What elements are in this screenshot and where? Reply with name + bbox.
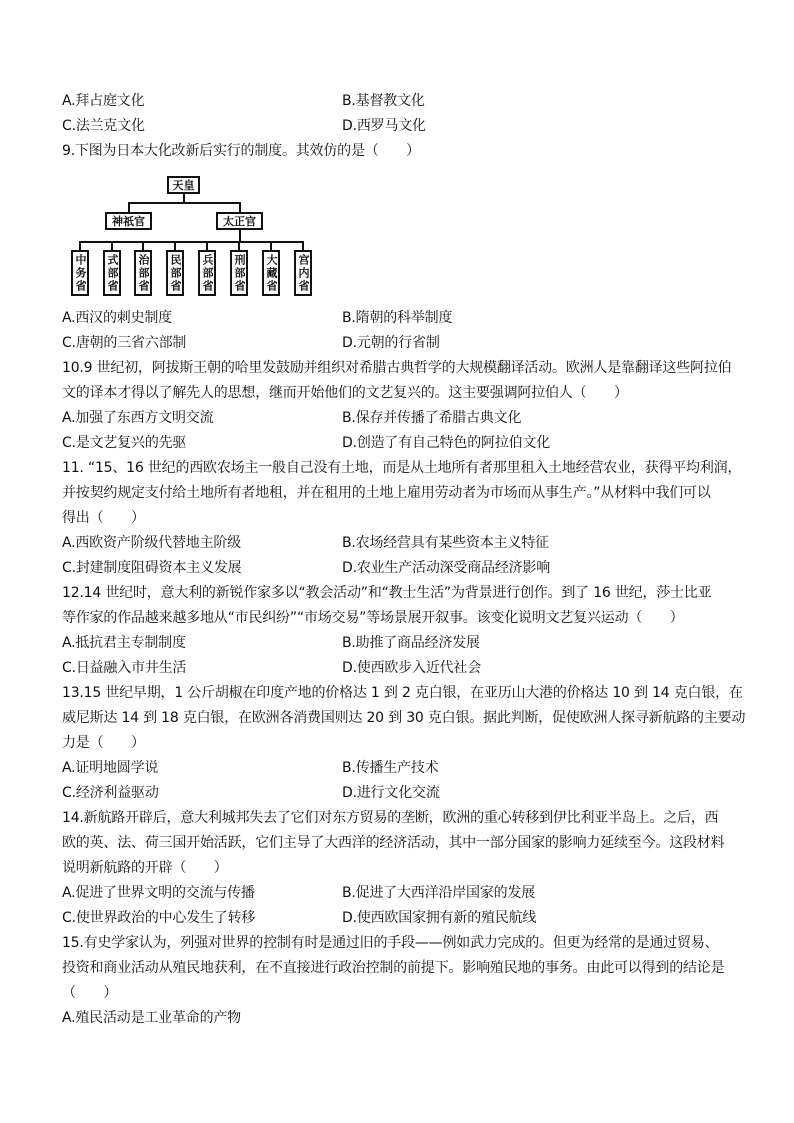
chart-node-jingi-kan: 神祇官	[105, 212, 152, 230]
q14-options-row-1	[62, 881, 738, 906]
q9-option-b: B.隋朝的科举制度	[342, 310, 453, 326]
q9-option-a: A.西汉的刺史制度	[62, 310, 172, 326]
q8-option-a: A.拜占庭文化	[62, 93, 145, 109]
q14-stem-line-2: 欧的英、法、荷三国开始活跃，它们主导了大西洋的经济活动，其中一部分国家的影响力延续至今。这段材料	[62, 835, 725, 851]
q9-stem: 9.下图为日本大化改新后实行的制度。其效仿的是（ ）	[62, 143, 420, 159]
chart-node-jibu: 治部省	[134, 250, 152, 296]
q10-option-b: B.保存并传播了希腊古典文化	[342, 410, 522, 426]
q8-option-c: C.法兰克文化	[62, 118, 145, 134]
q13-option-c: C.经济利益驱动	[62, 785, 159, 801]
q10-stem-line-2: 文的译本才得以了解先人的思想，继而开始他们的文艺复兴的。这主要强调阿拉伯人（ ）	[62, 385, 628, 401]
q15-stem-line-1: 15.有史学家认为，列强对世界的控制有时是通过旧的手段——例如武力完成的。但更为经常的是通过贸易、	[62, 935, 719, 951]
q14-option-d: D.使西欧国家拥有新的殖民航线	[342, 910, 537, 926]
chart-node-gyobu: 刑部省	[230, 250, 248, 296]
q15-stem-line-3: （ ）	[62, 985, 118, 1001]
org-chart-diagram	[62, 164, 322, 306]
connector-line	[128, 202, 241, 204]
q11-option-a: A.西欧资产阶级代替地主阶级	[62, 535, 241, 551]
q13-options-row-2	[62, 781, 738, 806]
q13-stem-line-2: 威尼斯达 14 到 18 克白银，在欧洲各消费国则达 20 到 30 克白银。据此判断，促使欧洲人探寻新航路的主要动	[62, 710, 746, 726]
q14-stem-line-1: 14.新航路开辟后，意大利城邦失去了它们对东方贸易的垄断，欧洲的重心转移到伊比利亚半岛上。之后，西	[62, 810, 719, 826]
q13-stem-line-3: 力是（ ）	[62, 735, 145, 751]
q14-option-a: A.促进了世界文明的交流与传播	[62, 885, 255, 901]
q10-stem-line-1: 10.9 世纪初，阿拔斯王朝的哈里发鼓励并组织对希腊古典哲学的大规模翻译活动。欧洲人是靠翻译这些阿拉伯	[62, 360, 732, 376]
q11-stem-line-3: 得出（ ）	[62, 510, 145, 526]
q12-option-c: C.日益融入市井生活	[62, 660, 187, 676]
q13-option-b: B.传播生产技术	[342, 760, 439, 776]
q13-stem-line-1: 13.15 世纪早期，1 公斤胡椒在印度产地的价格达 1 到 2 克白银，在亚历山大港的价格达 10 到 14 克白银，在	[62, 685, 743, 701]
chart-node-hyobu: 兵部省	[198, 250, 216, 296]
q8-options-row-2	[62, 114, 738, 139]
q11-stem-line-1: 11. “15、16 世纪的西欧农场主一般自己没有土地，而是从土地所有者那里租入土地经营农业，获得平均利润，	[62, 460, 742, 476]
chart-node-emperor: 天皇	[167, 176, 200, 194]
q10-options-row-1	[62, 406, 738, 431]
chart-node-shikibu: 式部省	[103, 250, 121, 296]
q11-option-d: D.农业生产活动深受商品经济影响	[342, 560, 551, 576]
chart-node-nakatsukasa: 中务省	[71, 250, 89, 296]
q11-options-row-2	[62, 556, 738, 581]
q15-option-a: A.殖民活动是工业革命的产物	[62, 1010, 241, 1026]
q13-options-row-1	[62, 756, 738, 781]
q11-options-row-1	[62, 531, 738, 556]
q11-option-c: C.封建制度阻碍资本主义发展	[62, 560, 242, 576]
q12-option-b: B.助推了商品经济发展	[342, 635, 480, 651]
q14-option-b: B.促进了大西洋沿岸国家的发展	[342, 885, 536, 901]
q14-stem-line-3: 说明新航路的开辟（ ）	[62, 860, 228, 876]
q12-stem-line-1: 12.14 世纪时，意大利的新锐作家多以“教会活动”和“教士生活”为背景进行创作。到了 16 世纪，莎士比亚	[62, 585, 712, 601]
q12-options-row-2	[62, 656, 738, 681]
q12-option-d: D.使西欧步入近代社会	[342, 660, 482, 676]
q12-option-a: A.抵抗君主专制制度	[62, 635, 186, 651]
q11-stem-line-2: 并按契约规定支付给土地所有者地租，并在租用的土地上雇用劳动者为市场而从事生产。”从材料中我们可以	[62, 485, 711, 501]
q9-option-c: C.唐朝的三省六部制	[62, 335, 187, 351]
q9-options-row-2	[62, 331, 738, 356]
q8-option-d: D.西罗马文化	[342, 118, 426, 134]
q10-option-a: A.加强了东西方文明交流	[62, 410, 214, 426]
q10-option-c: C.是文艺复兴的先驱	[62, 435, 187, 451]
chart-node-okura: 大藏省	[262, 250, 280, 296]
q10-options-row-2	[62, 431, 738, 456]
q9-option-d: D.元朝的行省制	[342, 335, 440, 351]
q9-options-row-1	[62, 306, 738, 331]
chart-node-minbu: 民部省	[166, 250, 184, 296]
q13-option-d: D.进行文化交流	[342, 785, 440, 801]
q10-option-d: D.创造了有自己特色的阿拉伯文化	[342, 435, 551, 451]
q14-option-c: C.使世界政治的中心发生了转移	[62, 910, 256, 926]
exam-page	[62, 89, 746, 1031]
q12-options-row-1	[62, 631, 738, 656]
q12-stem-line-2: 等作家的作品越来越多地从“市民纠纷”“市场交易”等场景展开叙事。该变化说明文艺复兴运动（ ）	[62, 610, 684, 626]
chart-node-kunai: 宫内省	[294, 250, 312, 296]
q8-option-b: B.基督教文化	[342, 93, 425, 109]
q8-options-row-1	[62, 89, 738, 114]
q15-stem-line-2: 投资和商业活动从殖民地获利，在不直接进行政治控制的前提下。影响殖民地的事务。由此可以得到的结论是	[62, 960, 725, 976]
q14-options-row-2	[62, 906, 738, 931]
q13-option-a: A.证明地圆学说	[62, 760, 159, 776]
chart-node-dajo-kan: 太正官	[216, 212, 263, 230]
q11-option-b: B.农场经营具有某些资本主义特征	[342, 535, 549, 551]
